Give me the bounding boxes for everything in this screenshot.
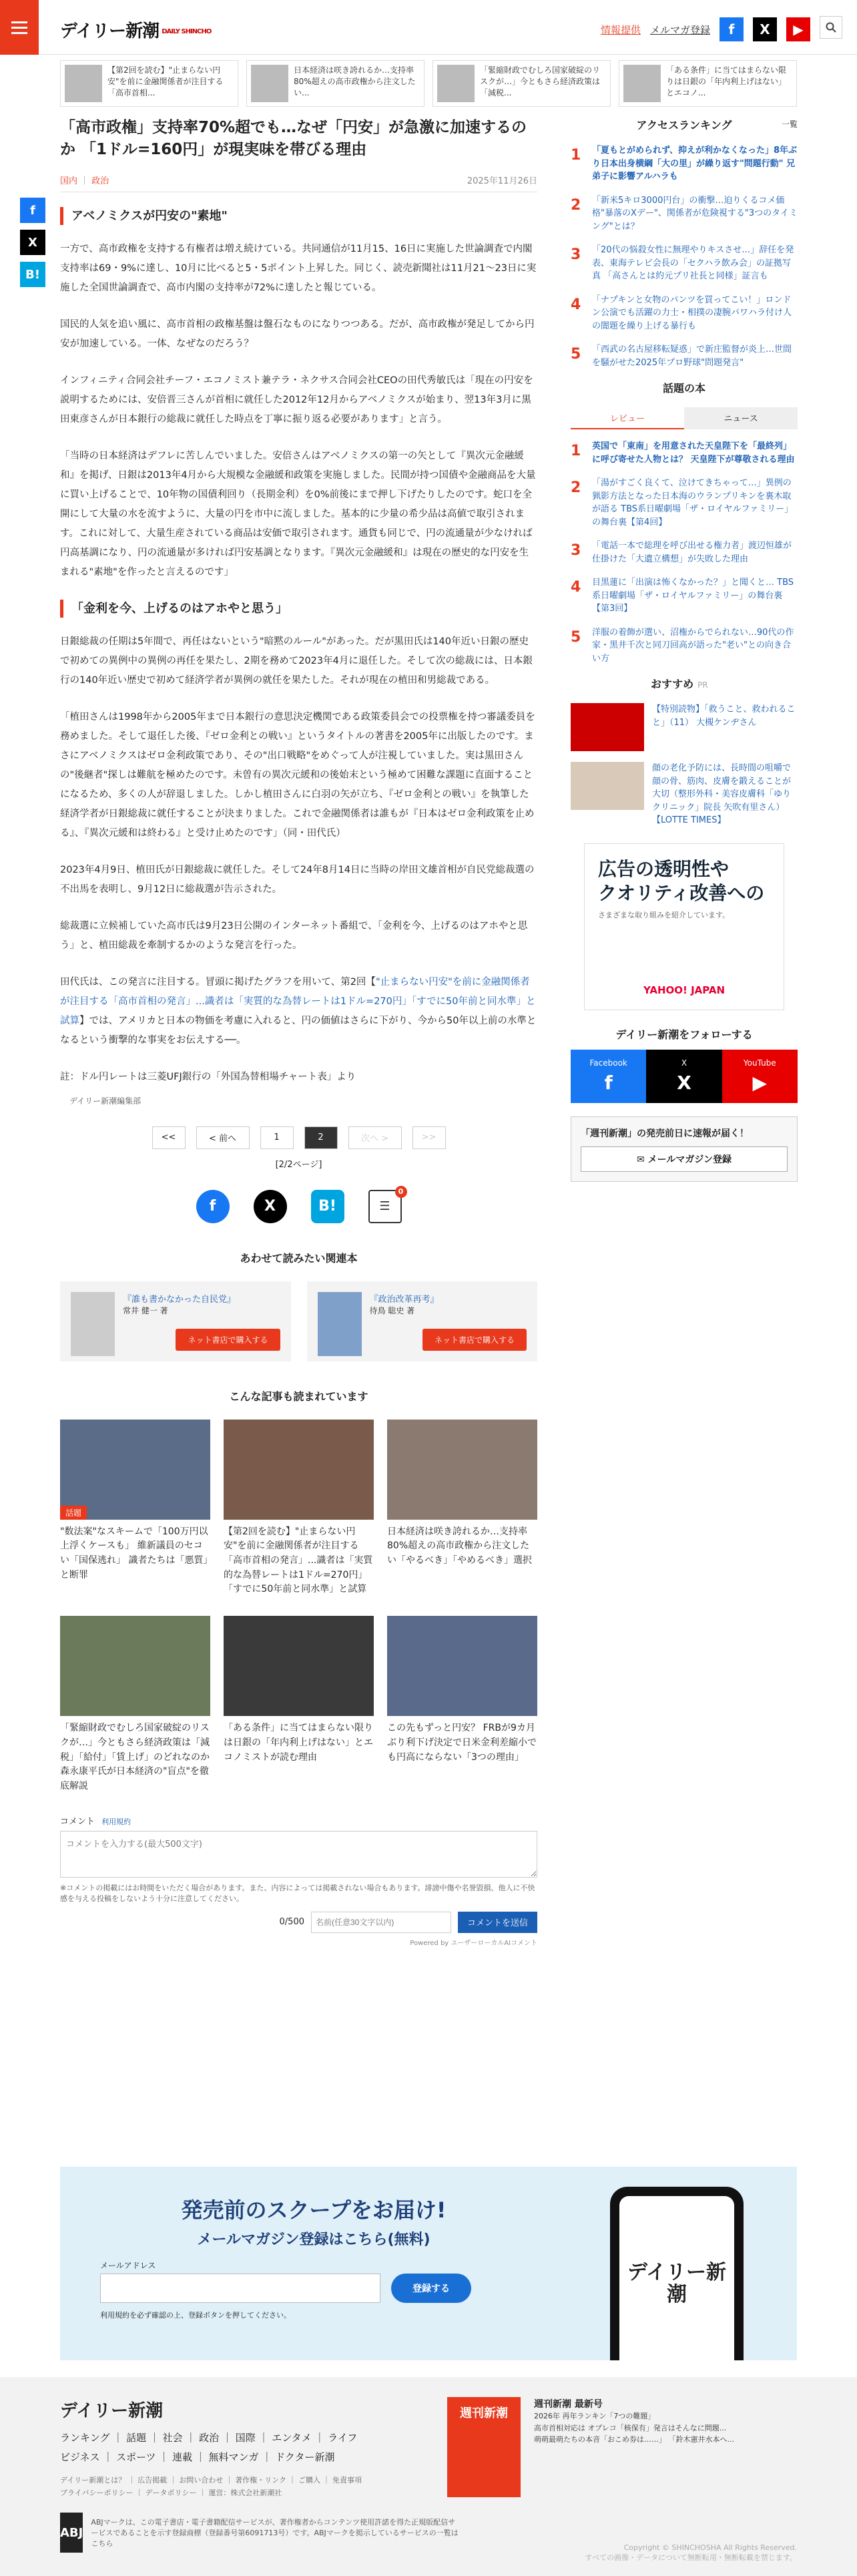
page-1-button[interactable]: 1 — [260, 1126, 294, 1149]
abj-notice: ABJ ABJマークは、この電子書店・電子書籍配信サービスが、著作権者からコンテンツ使用許諾を得た正規版配信サービスであることを示す登録商標（登録番号第6091713号）です。ABJマークを掲示しているサービスの一覧はこちら — [60, 2513, 461, 2553]
x-icon: X — [677, 1072, 691, 1094]
article-date: 2025年11月26日 — [467, 176, 537, 186]
paragraph: 「当時の日本経済はデフレに苦しんでいました。安倍さんはアベノミクスの第一の矢として『異次元金融緩和』を掲げ、日銀は2013年4月から大規模な金融緩和政策を実施しました。民間が持つ国債や金融商品を大量に買い上げることで、10年物の国債利回り（長期金利）を0%前後にまで押し下げたりしたのです。蛇口を全開にして大量の水を流すように、大量の円を市中に流しました。基本的に少量の希少品は高値で取引されます。これに対して、大量生産されている商品は安価で取引されます。通貨も同じで、円の流通量が少なければ円高基調になり、円の流通量が多ければ円安基調となります。『異次元金融緩和』は現在の歴史的な円安を生まれる"素地"を作ったと言えるのです」 — [60, 450, 536, 578]
more-articles-title: こんな記事も読まれています — [229, 1389, 368, 1403]
tips-link[interactable]: 情報提供 — [600, 23, 641, 36]
buy-button[interactable]: ネット書店で購入する — [176, 1329, 280, 1351]
comment-input[interactable] — [60, 1831, 537, 1878]
x-follow-button[interactable]: X X — [646, 1050, 722, 1103]
paragraph: 日銀総裁の任期は5年間で、再任はないという"暗黙のルール"があった。だが黒田氏は140年近い日銀の歴史で初めての異例中の異例の再任を果たし、2期を務めて2023年4月に退任した。そして次の総裁には、日本銀行の140年近い歴史で初めて経済学者が異例の就任を果たした。それが現在の植田和男総裁である。 — [60, 636, 533, 686]
strip-item[interactable]: 「緊縮財政でむしろ国家破綻のリスクが…」今ともさら経済政策は「減税... — [433, 60, 611, 107]
note: 註：ドル円レートは三菱UFJ銀行の「外国為替相場チャート表」より — [60, 1071, 356, 1082]
thumbnail — [623, 65, 661, 102]
byline: デイリー新潮編集部 — [69, 1096, 141, 1106]
footer-logo[interactable]: デイリー新潮 — [60, 2401, 164, 2421]
youtube-icon: ▶ — [752, 1072, 768, 1094]
x-share-icon[interactable]: X — [20, 230, 45, 255]
facebook-icon[interactable]: f — [720, 17, 744, 41]
thumbnail — [65, 65, 102, 102]
comment-section: コメント 利用規約 コメントを入力する(最大500文字) ※コメントの掲載にはお時間をいただく場合があります。また、内容によっては掲載されない場合もあります。誹謗中傷や名誉毀損、他人に不快感を与える投稿をしないよう十分に注意してください。 0/500 名前(任意30文字以内) コメントを送信 Powered by ユーザーローカルAIコメント — [60, 1814, 537, 1947]
youtube-follow-button[interactable]: YouTube ▶ — [722, 1050, 798, 1103]
pagination — [60, 1126, 537, 1149]
first-page-button[interactable]: << — [152, 1126, 186, 1149]
ranking-list — [571, 144, 798, 369]
page-2-button[interactable]: 2 — [304, 1126, 338, 1149]
book-item[interactable]: 5 洋服の着飾が選い、沼権からでられない…90代の作家・黒井千次と同刀回高が語った"老い"との向き合い方 — [571, 627, 794, 664]
youtube-icon[interactable]: ▶ — [786, 17, 810, 41]
share-buttons — [60, 1187, 537, 1223]
site-header — [0, 0, 857, 55]
paragraph: 一方で、高市政権を支持する有権者は増え続けている。共同通信が11月15、16日に実施した世論調査で内閣支持率は69・9%に達し、10月に比べると5・5ポイント上昇した。同じく、読売新聞社は11月21〜23日に実施した全国世論調査で、高市内閣の支持率が72%に達したと報じている。 — [60, 243, 537, 293]
category-link[interactable]: 国内 — [60, 176, 78, 186]
advertisement[interactable]: 広告の透明性や クオリティ改善への さまざまな取り組みを紹介しています。 YAHOO! JAPAN — [584, 843, 784, 1010]
hatena-share-icon[interactable]: B! — [20, 262, 45, 287]
phone-illustration: デイリー新潮 — [610, 2187, 744, 2360]
ranking-item[interactable]: 1 「夏もとがめられず、抑えが利かなくなった」8年ぶり日本出身横綱「大の里」が繰り返す"問題行動" 兄弟子に影響アルハラも — [571, 146, 798, 182]
magazine-cover[interactable]: 週刊新潮 — [447, 2397, 521, 2497]
paragraph: 「植田さんは1998年から2005年まで日本銀行の意思決定機関である政策委員会での投票権を持つ審議委員を務めました。そして退任した後、『ゼロ金利との戦い』というタイトルの著書を2005年に出版したのです。まさにアベノミクスはゼロ金利政策であり、その"出口戦略"をめぐって人が注視していました。実は黒田さんの"後継者"探しは難航を極めたのです。未曽有の異次元緩和の後始末という極めて困難な課題に直面することになるため、多くの人が辞退しました。しかし植田さんに白羽の矢が立ち、『ゼロ金利との戦い』を執筆した経済学者が日銀総裁に就任することが決まりました。これで金融関係者は誰もが『日本はゼロ金利政策を止める』、『異次元緩和は終わる』と受け止めたのです」（同・田代氏） — [60, 711, 535, 839]
sidebar — [571, 117, 798, 1182]
book-item[interactable]: 2 「湯がすごく良くて、泣けてきちゃって…」異例の猟影方法となった日本海のウランプリキンを裏木取が語る TBS系日曜劇場「ザ・ロイヤルファミリー」の舞台裏【第4回】 — [571, 478, 794, 527]
prev-page-button[interactable]: < 前へ — [196, 1126, 250, 1149]
section-heading: 「金利を今、上げるのはアホやと思う」 — [60, 600, 537, 618]
article-card[interactable]: 話題 "数法案"なスキームで「100万円以上浮くケースも」 維新議員のセコい「国保逃れ」 識者たちは「悪質」と断罪 — [60, 1420, 210, 1597]
section-heading: アベノミクスが円安の"素地" — [60, 207, 537, 225]
article-title: 「高市政権」支持率70%超でも…なぜ「円安」が急激に加速するのか 「1ドル=160円」が現実味を帯びる理由 — [60, 119, 527, 159]
follow-buttons — [571, 1050, 798, 1103]
ranking-period[interactable]: 一覧 — [781, 120, 798, 129]
footer-magazine: 週刊新潮 週刊新潮 最新号 2026年 再年ランキン「7つの難題」 高市首相対応は オプレコ「核保有」発言はそんなに問題... 萌萌最萌たちの本音「おこめ券は……」 「鈴木憲井水本へ... — [447, 2397, 734, 2497]
name-input[interactable] — [311, 1912, 451, 1933]
ranking-title: アクセスランキング 一覧 — [636, 119, 798, 132]
last-page-button: >> — [412, 1126, 446, 1149]
article-card[interactable]: 「ある条件」に当てはまらない限りは日銀の「年内利上げはない」とエコノミストが読む理由 — [224, 1616, 374, 1793]
ranking-item[interactable]: 2 「新米5キロ3000円台」の衝撃…迫りくるコメ価格"暴落のXデー"、関係者が危険視する"3つのタイミング"とは？ — [571, 195, 798, 232]
mail-register-link[interactable]: メルマガ登録 — [649, 23, 710, 36]
x-icon[interactable]: X — [753, 17, 777, 41]
newsletter-promo: 発売前のスクープをお届け! メールマガジン登録はこちら(無料) メールアドレス 登録する 利用規約を必ず確認の上、登録ボタンを押してください。 デイリー新潮 — [60, 2167, 797, 2360]
register-button[interactable]: 登録する — [391, 2274, 471, 2303]
related-books — [60, 1281, 537, 1361]
facebook-follow-button[interactable]: Facebook f — [571, 1050, 646, 1103]
x-share-icon[interactable]: X — [254, 1190, 287, 1223]
abj-badge: ABJ — [60, 2513, 83, 2553]
article-card[interactable]: この先もずっと円安？ FRBが9カ月ぶり利下げ決定で日米金利差縮小でも円高にならない「3つの理由」 — [387, 1616, 537, 1793]
thumbnail — [437, 65, 475, 102]
book-card[interactable]: 『政治改革再考』 待鳥 聡史 著 ネット書店で購入する — [307, 1281, 538, 1361]
headline-strip — [0, 55, 857, 107]
hatena-share-icon[interactable]: B! — [311, 1190, 344, 1223]
site-logo[interactable]: デイリー新潮 DAILY SHINCHO — [60, 21, 212, 41]
book-item[interactable]: 3 「電話一本で総理を呼び出せる権力者」渡辺恒雄が仕掛けた「大遺立構想」が失敗した理由 — [571, 541, 792, 564]
paragraph: インフィニティ合同会社チーフ・エコノミスト兼テラ・ネクサス合同会社CEOの田代秀敏氏は「現在の円安を説明するためには、安倍晋三さんが首相に就任した2012年12月からアベノミクスが始まり、翌13年3月に黒田東彦さんが日本銀行の総裁に就任した時点を丁寧に振り返る必要があります」と言う。 — [60, 375, 533, 425]
mail-register-button[interactable]: ✉ メールマガジン登録 — [581, 1146, 788, 1172]
facebook-icon: f — [604, 1072, 613, 1094]
paragraph: 国民的人気を追い風に、高市首相の政権基盤は盤石なものになりつつある。だが、高市政権が発足してから円安が加速している。一体、なぜなのだろう？ — [60, 318, 535, 349]
copyright: Copyright © SHINCHOSHA All Rights Reserved. すべての画像・データについて無断転用・無断転載を禁じます。 — [585, 2543, 797, 2562]
tab-review[interactable]: レビュー — [571, 407, 684, 429]
paragraph: 2023年4月9日、植田氏が日銀総裁に就任した。そして24年8月14日に当時の岸田文雄首相が自民党総裁選の不出馬を表明し、9月12日に総裁選が告示された。 — [60, 864, 535, 895]
ranking-item[interactable]: 3 「20代の悩殺女性に無理やりキスさせ…」辞任を発表、東海テレビ会長の「セクハラ飲み会」の証拠写真 「高さんとは約元プリ社長と同様」証言も — [571, 245, 794, 281]
more-articles-grid — [60, 1420, 537, 1794]
ranking-item[interactable]: 4 「ナプキンと女物のパンツを買ってこい！」ロンドン公演でも活躍の力士・相撲の凄腕パワハラ付け人の闇題を繰り上げる暴行も — [571, 294, 792, 331]
strip-item[interactable]: 「ある条件」に当てはまらない限りは日銀の「年内利上げはない」とエコノ... — [619, 60, 797, 107]
menu-button[interactable] — [0, 0, 39, 55]
related-books-title: あわせて読みたい関連本 — [240, 1251, 358, 1265]
paragraph: 田代氏は、この発言に注目する。冒頭に掲げたグラフを用いて、第2回【"止まらない円安"を前に金融関係者が注目する「高市首相の発言」...識者は「実質的な為替レートは1ドル=270円」「すでに50年前と同水準」と試算】では、アメリカと日本の物価を考慮に入れると、円の価値はさらに下がり、今から50年以上前の水準となるという衝撃的な事実をお伝えする──。 — [60, 976, 537, 1046]
recommend-title: おすすめ PR — [651, 678, 708, 690]
thumbnail — [251, 65, 288, 102]
search-icon[interactable] — [820, 16, 842, 39]
recommend-item[interactable]: 【特別読物】「救うこと、救われること」（11） 大槻ケンヂさん — [571, 703, 798, 751]
article-main — [60, 117, 537, 1947]
paragraph: 総裁選に立候補していた高市氏は9月23日公開のインターネット番組で、「金利を今、上げるのはアホやと思う」と、植田総裁を牽制するかのような発言を行った。 — [60, 920, 528, 951]
email-input[interactable] — [100, 2274, 380, 2303]
related-article-link[interactable]: "止まらない円安"を前に金融関係者が注目する「高市首相の発言」...識者は「実質的な為替レートは1ドル=270円」「すでに50年前と同水準」と試算 — [60, 976, 536, 1026]
footer-nav: ランキング ｜ 話題 ｜ 社会 ｜ 政治 ｜ 国際 ｜ エンタメ ｜ ライフ ビジネス ｜ スポーツ ｜ 連載 ｜ 無料マンガ ｜ ドクター新潮 — [60, 2432, 358, 2463]
site-footer — [0, 2377, 857, 2576]
books-title: 話題の本 — [662, 382, 705, 395]
book-cover — [318, 1292, 362, 1356]
book-cover — [71, 1292, 115, 1356]
article-meta: 国内 ｜ 政治 2025年11月26日 — [60, 174, 537, 192]
facebook-share-icon[interactable]: f — [196, 1190, 230, 1223]
submit-comment-button[interactable]: コメントを送信 — [458, 1912, 537, 1933]
magazine-box: 「週刊新潮」の発売前日に速報が届く！ ✉ メールマガジン登録 — [571, 1116, 798, 1182]
terms-link[interactable]: 利用規約 — [101, 1817, 131, 1826]
strip-item[interactable]: 日本経済は咲き誇れるか…支持率80%超えの高市政権から注文したい... — [246, 60, 424, 107]
next-page-button: 次へ > — [348, 1126, 402, 1149]
recommend-item[interactable]: 顔の老化予防には、長時間の咀嚼で顔の骨、筋肉、皮膚を鍛えることが大切（整形外科・美容皮膚科「ゆりクリニック」院長 矢吹有里さん）【LOTTE TIMES】 — [571, 762, 798, 827]
header-nav — [601, 17, 810, 41]
strip-item[interactable]: 【第2回を読む】"止まらない円安"を前に金融関係者が注目する「高市首相... — [60, 60, 238, 107]
char-count: 0/500 — [279, 1917, 304, 1928]
ranking-item[interactable]: 5 「西武の名古屋移転疑惑」で新庄監督が炎上…世間を騒がせた2025年プロ野球"問題発言" — [571, 345, 792, 368]
page-indicator: [2/2ページ] — [275, 1159, 322, 1170]
buy-button[interactable]: ネット書店で購入する — [422, 1329, 527, 1351]
book-item[interactable]: 4 目黒蓮に「出演は怖くなかった？」と聞くと… TBS系日曜劇場「ザ・ロイヤルファミリー」の舞台裏【第3回】 — [571, 578, 794, 614]
footer-links: デイリー新潮とは？ ｜ 広告掲載 ｜ お問い合わせ ｜ 著作権・リンク ｜ ご購入 ｜ 免責事項 プライバシーポリシー ｜ データポリシー ｜ 運営：株式会社新潮社 — [60, 2476, 362, 2497]
tab-news[interactable]: ニュース — [684, 407, 798, 429]
article-card[interactable]: 日本経済は咲き誇れるか…支持率80%超えの高市政権から注文したい「やるべき」「やめるべき」選択 — [387, 1420, 537, 1597]
book-item[interactable]: 1 英国で「東南」を用意された天皇陛下を「最終列」に呼び寄せた人物とは？ 天皇陛下が尊敬される理由 — [571, 441, 795, 465]
category-link[interactable]: 政治 — [91, 176, 109, 186]
article-card[interactable]: 【第2回を読む】"止まらない円安"を前に金融関係者が注目する「高市首相の発言」...識者は「実質的な為替レートは1ドル=270円」「すでに50年前と同水準」と試算 — [224, 1420, 374, 1597]
facebook-share-icon[interactable]: f — [20, 198, 45, 223]
follow-title: デイリー新潮をフォローする — [615, 1028, 753, 1041]
books-tabs — [571, 407, 798, 429]
books-list — [571, 440, 798, 665]
side-share-bar — [20, 198, 45, 287]
article-card[interactable]: 「緊縮財政でむしろ国家破綻のリスクが…」今ともさら経済政策は「減税」「給付」「賃上げ」のどれなのか 森永康平氏が日本経済の"盲点"を徹底解説 — [60, 1616, 210, 1793]
comment-icon[interactable]: ☰ 0 — [368, 1190, 402, 1223]
book-card[interactable]: 『誰も書かなかった自民党』 常井 健一 著 ネット書店で購入する — [60, 1281, 291, 1361]
